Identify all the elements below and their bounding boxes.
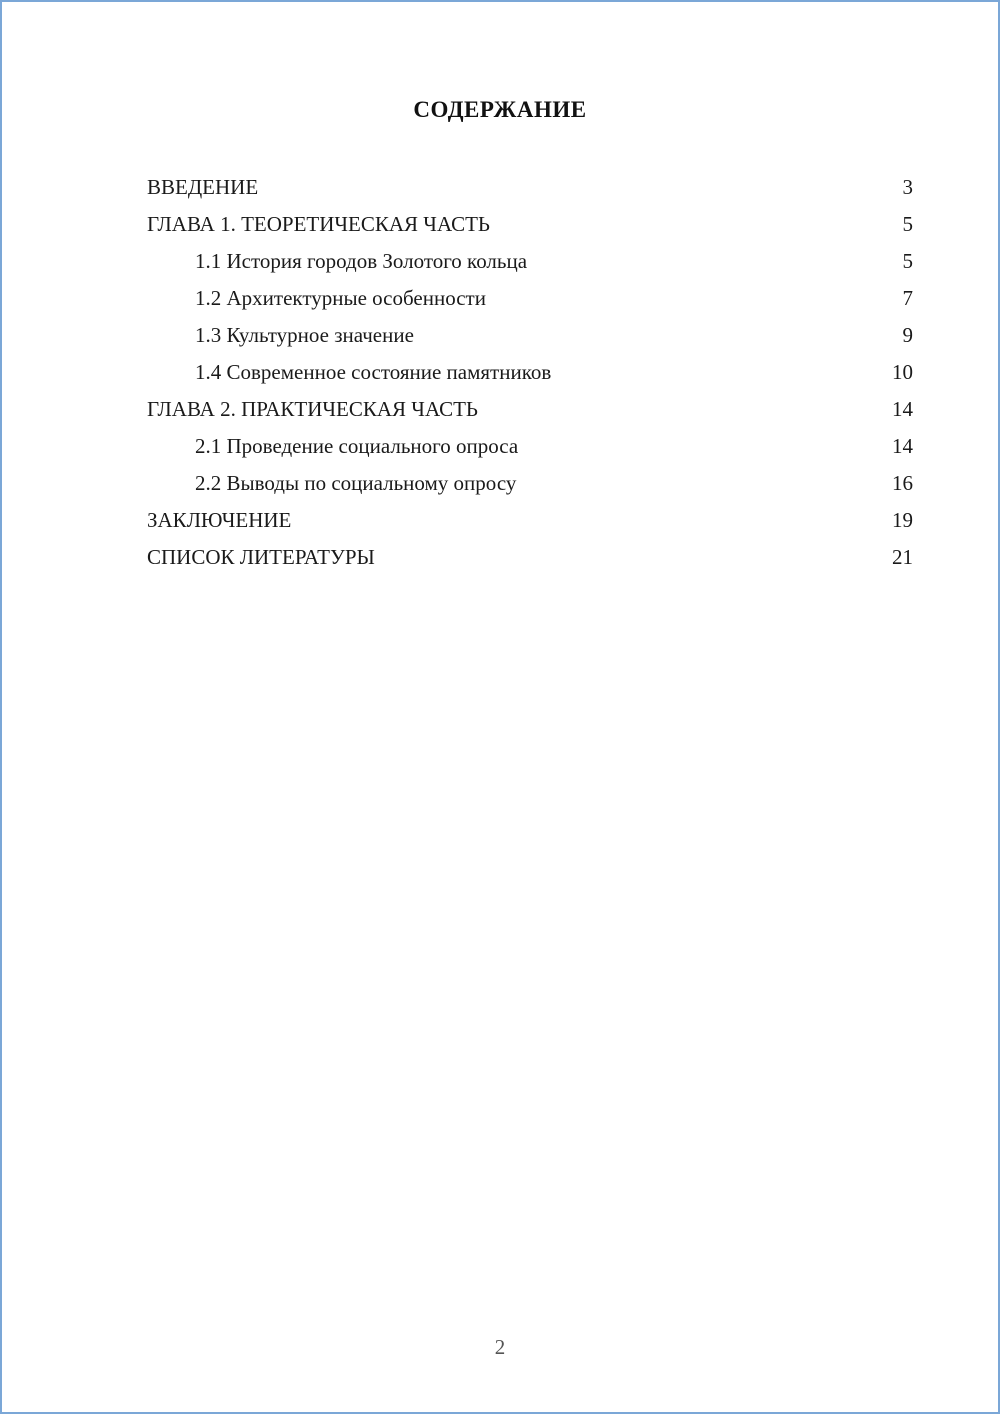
- toc-entry-label: 1.2 Архитектурные особенности: [195, 286, 486, 310]
- toc-entry: [147, 354, 913, 391]
- page-title: СОДЕРЖАНИЕ: [413, 97, 587, 122]
- toc-entry: [147, 243, 913, 280]
- toc-entry-label: ЗАКЛЮЧЕНИЕ: [147, 508, 292, 532]
- toc-entry-page: 3: [902, 175, 913, 199]
- toc-entry-label: ГЛАВА 2. ПРАКТИЧЕСКАЯ ЧАСТЬ: [147, 397, 478, 421]
- toc-entry-page: 9: [902, 323, 913, 347]
- toc-entry-label: 1.4 Современное состояние памятников: [195, 360, 552, 384]
- toc-entry-page: 10: [892, 360, 913, 384]
- toc-entry-page: 16: [892, 471, 913, 495]
- toc-entry-page: 14: [892, 397, 913, 421]
- toc-entry-label: 1.3 Культурное значение: [195, 323, 414, 347]
- toc-entry: [147, 539, 913, 576]
- toc-entry: [147, 465, 913, 502]
- toc-entry-page: 5: [902, 249, 913, 273]
- toc-entry-label: 1.1 История городов Золотого кольца: [195, 249, 528, 273]
- toc-entry-page: 7: [902, 286, 913, 310]
- toc-entry-page: 19: [892, 508, 913, 532]
- toc-entry-page: 14: [892, 434, 913, 458]
- toc-entry-label: 2.2 Выводы по социальному опросу: [195, 471, 517, 495]
- toc-entry-label: ВВЕДЕНИЕ: [147, 175, 259, 199]
- toc-entry: [147, 280, 913, 317]
- toc-entry-label: СПИСОК ЛИТЕРАТУРЫ: [147, 545, 375, 569]
- toc-entry: [147, 169, 913, 206]
- toc-entry-page: 21: [892, 545, 913, 569]
- toc-entry-label: ГЛАВА 1. ТЕОРЕТИЧЕСКАЯ ЧАСТЬ: [147, 212, 490, 236]
- toc-entry: [147, 317, 913, 354]
- toc-entry: [147, 428, 913, 465]
- toc-entry-label: 2.1 Проведение социального опроса: [195, 434, 519, 458]
- footer-page-number: 2: [494, 1335, 506, 1359]
- toc-entry-page: 5: [902, 212, 913, 236]
- toc-entry: [147, 206, 913, 243]
- toc-list: [2, 169, 998, 576]
- toc-entry: [147, 391, 913, 428]
- toc-entry: [147, 502, 913, 539]
